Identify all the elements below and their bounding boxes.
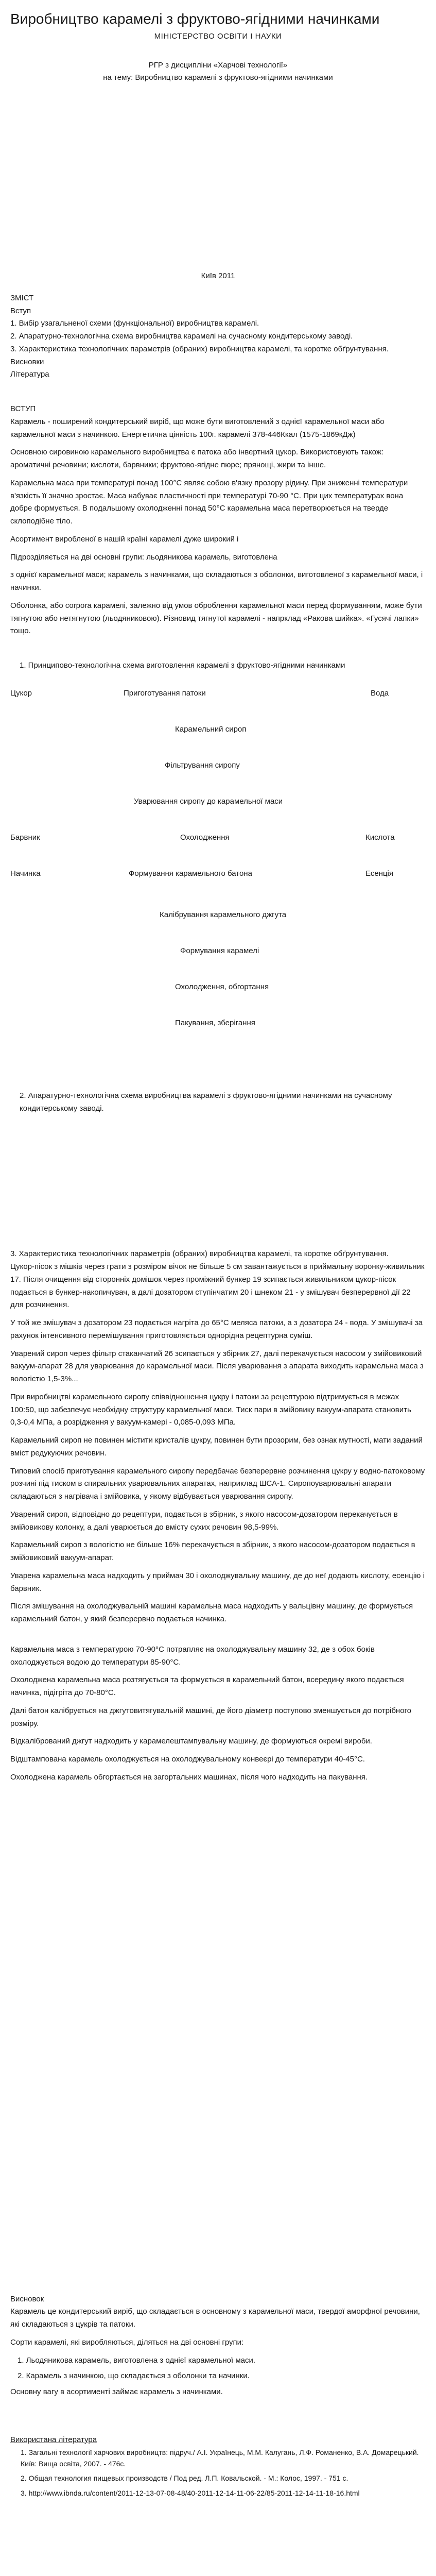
diagram-filling: Начинка (10, 869, 41, 878)
conclusion-list-item: 2. Карамель з начинкою, що складається з оболонки та начинки. (18, 2371, 250, 2381)
section-3-paragraph: Цукор-пісок з мішків через грати з розміром вічок не більше 5 см завантажується в приймальну воронку-живильник 17. Після очищення від сторонніх домішок через проміжний бункер 19 зсипається живильником цукор-пісок подається в бункер-накопичувач, а далі дозатором ступінчатим 20 і шнеком 21 - у змішувач безперервної дії 22 для розчинення. (10, 1262, 425, 1310)
diagram-cooling-wrapping: Охолодження, обгортання (175, 982, 269, 991)
conclusion-list-item: 1. Льодяникова карамель, виготовлена з однієї карамельної маси. (18, 2355, 256, 2365)
intro-paragraph: Карамельна маса при температурі понад 100°С являє собою в'язку прозору рідину. При зниженні температури в'язкість її значно зростає. Маса набуває пластичності при температурі 70-90 °С. При цих температурах вона добре формується. В подальшому охолодженні понад 50°С карамельна маса перетворюється на тверде склоподібне тіло. (10, 478, 408, 526)
conclusion-paragraph: Основну вагу в асортименті займає карамель з начинками. (10, 2387, 223, 2397)
toc-heading: ЗМІСТ (10, 293, 34, 302)
intro-paragraph: Оболонка, або corpora карамелі, залежно від умов оброблення карамельної маси перед формуванням, може бути тягнутою або нетягнутою (льодяниковою). Різновид тягнутої карамелі - напрклад «Раковa шийка». «Гусячі лапки» тощо. (10, 601, 422, 636)
section-3-paragraph: У той же змішувач з дозатором 23 подається нагріта до 65°С меляса патоки, а з дозатора 24 - вода. У змішувачі за рахунок інтенсивного перемішування приготовляється однорідна рецептурна суміш. (10, 1318, 423, 1340)
section-3-paragraph: Типовий спосіб приготування карамельного сиропу передбачає безперервне розчинення цукру у водно-патоковому розчині під тиском в спиральних уварювальних апаратах, наприклад ШСА-1. Сиропоуварювальні апарати складаються з нагрівача і змійовика, у якому відбувається уварювання сиропу. (10, 1466, 425, 1501)
diagram-cooling-1: Охолодження (180, 833, 230, 842)
bibliography-link[interactable]: 3. http://www.ibnda.ru/content/2011-12-13-07-08-48/40-2011-12-14-11-06-22/85-2011-12-14-11-18-16.html (21, 2488, 360, 2497)
diagram-syrup: Карамельний сироп (175, 724, 247, 734)
section-3-heading: 3. Характеристика технологічних параметрів (обраних) виробництва карамелі, та коротке обґрунтування. (10, 1249, 389, 1259)
toc-item: 2. Апаратурно-технологічна схема виробництва карамелі на сучасному кондитерському заводі. (10, 332, 353, 341)
diagram-boil: Уварювання сиропу до карамельної маси (134, 796, 283, 806)
city-year: Київ 2011 (201, 272, 235, 281)
diagram-sugar: Цукор (10, 688, 32, 698)
work-type: РГР з дисципліни «Харчові технології» (148, 60, 288, 70)
toc-item: Висновки (10, 357, 44, 366)
intro-paragraph: Асортимент виробленої в нашій країні карамелі дуже широкий і (10, 534, 239, 544)
bibliography-entry: 1. Загальні технології харчових виробництв: підруч./ А.І. Українець, М.М. Калугань, Л.Ф. Романенко, В.А. Домарецький. Київ: Вища освіта, 2007. - 476с. (21, 2448, 419, 2468)
diagram-filter: Фільтрування сиропу (165, 760, 240, 770)
diagram-water: Вода (371, 688, 389, 698)
section-3-paragraph: Відштампована карамель охолоджується на охолоджувальному конвеєрі до температури 40-45°С. (10, 1755, 365, 1764)
intro-paragraph: Карамель - поширений кондитерський виріб, що може бути виготовлений з однієї карамельної маси або карамельної маси з начинкою. Енергетична цінність 100г. карамелі 378-446Ккал (1575-1869кДж) (10, 417, 385, 439)
section-3-paragraph: Уварений сироп через фільтр стаканчатий 26 зсипається у збірник 27, далі перекачується насосом у змійовиковий вакуум-апарат 28 для уварювання до карамельної маси. Після уварювання з апарата виходить карамельна маса з вологістю 1,5-3%... (10, 1349, 424, 1384)
section-2-heading: 2. Апаратурно-технологічна схема виробництва карамелі з фруктово-ягідними начинками на сучасному кондитерському заводі. (20, 1091, 392, 1113)
intro-paragraph: Підрозділяється на дві основні групи: льодяникова карамель, виготовлена (10, 552, 277, 562)
document-title: Виробництво карамелі з фруктово-ягідними начинками (10, 11, 380, 27)
diagram-essence: Есенція (365, 869, 394, 878)
section-3-paragraph: Карамельний сироп з вологістю не більше 16% перекачується в збірник, з якого насосом-дозатором подається в змійовиковий вакуум-апарат. (10, 1540, 415, 1563)
section-1-heading: 1. Принципово-технологічна схема виготовлення карамелі з фруктово-ягідними начинками (20, 661, 345, 670)
toc-item: 3. Характеристика технологічних параметрів (обраних) виробництва карамелі, та коротке обґрунтування. (10, 344, 389, 353)
work-topic: на тему: Виробництво карамелі з фруктово-ягідними начинками (103, 73, 333, 82)
diagram-acid: Кислота (365, 833, 395, 842)
process-diagram (10, 679, 426, 1080)
section-3-paragraph: Охолоджена карамельна маса розтягується та формується в карамельний батон, всередину якого подається начинка, підігріта до 70-80°С. (10, 1675, 404, 1698)
bibliography-heading: Використана література (10, 2435, 97, 2444)
toc-item: Вступ (10, 306, 31, 315)
table-of-contents (10, 305, 426, 382)
diagram-molasses: Пригоготування патоки (124, 688, 206, 698)
bibliography-entry: 2. Общая технология пищевых производств / Под ред. Л.П. Ковальской. - М.: Колос, 1997. - 751 с. (21, 2474, 348, 2483)
diagram-packing: Пакування, зберігання (175, 1018, 255, 1027)
diagram-batch-forming: Формування карамельного батона (129, 869, 252, 878)
toc-item: Література (10, 370, 49, 379)
section-3-paragraph: Відкалібрований джгут надходить у карамелештампувальну машину, де формуються окремі вироби. (10, 1737, 372, 1746)
diagram-forming: Формування карамелі (180, 946, 259, 955)
diagram-calibration: Калібрування карамельного джгута (160, 910, 287, 919)
conclusion-paragraph: Карамель це кондитерський виріб, що складається в основному з карамельної маси, твердої аморфної речовини, які складаються з цукрів та патоки. (10, 2307, 420, 2329)
intro-heading: ВСТУП (10, 404, 36, 414)
section-3-paragraph: Уварений сироп, відповідно до рецептури, подається в збірник, з якого насосом-дозатором перекачується в змійовикову колонку, а далі уварюється до вмісту сухих речовин 98,5-99%. (10, 1510, 398, 1532)
intro-paragraph: з однієї карамельної маси; карамель з начинками, що складаються з оболонки, виготовленої з карамельної маси, і начинки. (10, 570, 423, 592)
section-3-paragraph: Охолоджена карамель обгортається на загортальних машинах, після чого надходить на пакування. (10, 1772, 368, 1782)
section-3-paragraph: Карамельний сироп не повинен містити кристалів цукру, повинен бути прозорим, без ознак мутності, мати заданий вміст редукуючих речовин. (10, 1436, 423, 1458)
diagram-dye: Барвник (10, 833, 40, 842)
section-3-paragraph: Після змішування на охолоджувальній машині карамельна маса надходить у вальцівну машину, де формується карамельний батон, у який безперервно подається начинка. (10, 1602, 413, 1624)
section-3-paragraph: Карамельна маса з температурою 70-90°С потрапляє на охолоджувальну машину 32, де з обох боків охолоджується водою до температури 85-90°С. (10, 1645, 375, 1667)
ministry-name: МІНІСТЕРСТВО ОСВІТИ І НАУКИ (154, 31, 282, 41)
section-3-paragraph: Далі батон калібрується на джгутовитягувальній машині, де його діаметр поступово зменшується до потрібного розміру. (10, 1706, 412, 1728)
conclusion-heading: Висновок (10, 2294, 44, 2303)
intro-paragraph: Основною сировиною карамельного виробництва є патока або інвертний цукор. Використовують також: ароматичні речовини; кислоти, барвники; фруктово-ягідне пюре; прянощі, жири та інше. (10, 448, 384, 470)
conclusion-paragraph: Сорти карамелі, які виробляються, діляться на дві основні групи: (10, 2337, 244, 2347)
section-3-paragraph: Уварена карамельна маса надходить у приймач 30 і охолоджувальну машину, де до неї додають кислоту, есенцію і барвник. (10, 1571, 425, 1593)
section-3-paragraph: При виробництві карамельного сиропу співвідношення цукру і патоки за рецептурою підтримується в межах 100:50, що забезпечує необхідну структуру карамельної маси. Тиск пари в змійовику вакуум-апарата становить 0,3-0,4 МПа, а розрідження у вакуум-камері - 0,085-0,093 МПа. (10, 1392, 411, 1427)
toc-item: 1. Вибір узагальненої схеми (функціональної) виробництва карамелі. (10, 319, 259, 328)
